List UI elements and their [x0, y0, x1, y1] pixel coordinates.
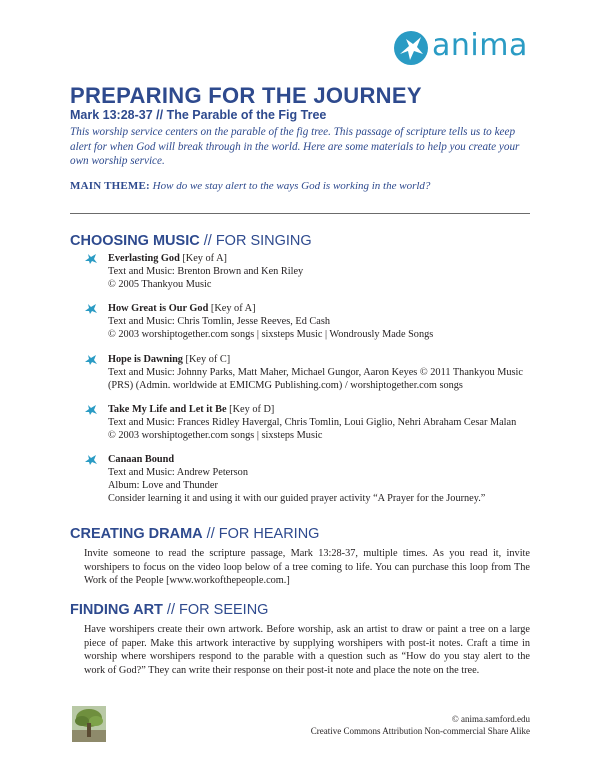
- art-heading: FINDING ART // FOR SEEING: [70, 602, 269, 618]
- song-list: [84, 252, 534, 517]
- song-item: Canaan Bound Text and Music: Andrew Peterson Album: Love and Thunder Consider learning it and using it with our guided prayer activity “A Prayer for the Journey.”: [84, 453, 534, 505]
- music-heading: CHOOSING MUSIC // FOR SINGING: [70, 233, 312, 249]
- bird-bullet-icon: [84, 454, 98, 466]
- divider: [70, 213, 530, 214]
- footer-credits: [311, 713, 530, 737]
- art-paragraph: Have worshipers create their own artwork. Before worship, ask an artist to draw or paint a tree on a large piece of paper. Make this artwork interactive by supplying worshipers with post-it notes. Craft a time in worship where worshipers respond to the parable with a question such as “How do you stay alert to the work of God?” They can write their response on their post-it note and place the note on the tree.: [84, 624, 530, 676]
- bird-bullet-icon: [84, 404, 98, 416]
- bird-bullet-icon: [84, 303, 98, 315]
- logo-wordmark: anima: [432, 28, 528, 63]
- page-title: PREPARING FOR THE JOURNEY: [70, 83, 422, 108]
- bird-bullet-icon: [84, 253, 98, 265]
- tree-thumbnail-image: [72, 706, 106, 742]
- bird-bullet-icon: [84, 354, 98, 366]
- footer-copyright: © anima.samford.edu: [451, 714, 530, 724]
- main-theme-question: How do we stay alert to the ways God is working in the world?: [152, 180, 431, 192]
- song-item: Everlasting God [Key of A] Text and Music: Brenton Brown and Ken Riley © 2005 Thankyou Music: [84, 252, 534, 291]
- song-item: Hope is Dawning [Key of C] Text and Music: Johnny Parks, Matt Maher, Michael Gungor, Aaron Keyes © 2011 Thankyou Music (PRS) (Admin. worldwide at EMICMG Publishing.com) / worshiptogether.com songs: [84, 353, 534, 392]
- drama-paragraph: Invite someone to read the scripture passage, Mark 13:28-37, multiple times. As you read it, invite worshipers to focus on the video loop below of a tree coming to life. You can purchase this loop from The Work of the People [www.workofthepeople.com.]: [84, 548, 530, 587]
- intro-paragraph: This worship service centers on the parable of the fig tree. This passage of scripture tells us to keep alert for when God will break through in the world. Here are some materials to help you create your own worship service.: [70, 126, 520, 168]
- main-theme-label: MAIN THEME:: [70, 180, 150, 192]
- page-subtitle: Mark 13:28-37 // The Parable of the Fig Tree: [70, 108, 327, 122]
- drama-heading: CREATING DRAMA // FOR HEARING: [70, 526, 320, 542]
- song-item: Take My Life and Let it Be [Key of D] Text and Music: Frances Ridley Havergal, Chris Tomlin, Loui Giglio, Nehri Abraham Cesar Malan © 2003 worshiptogether.com songs | sixsteps Music: [84, 403, 534, 442]
- main-theme: [70, 180, 430, 192]
- footer-license: Creative Commons Attribution Non-commercial Share Alike: [310, 726, 530, 736]
- song-item: How Great is Our God [Key of A] Text and Music: Chris Tomlin, Jesse Reeves, Ed Cash © 2003 worshiptogether.com songs | sixsteps Music | Wondrously Made Songs: [84, 302, 534, 341]
